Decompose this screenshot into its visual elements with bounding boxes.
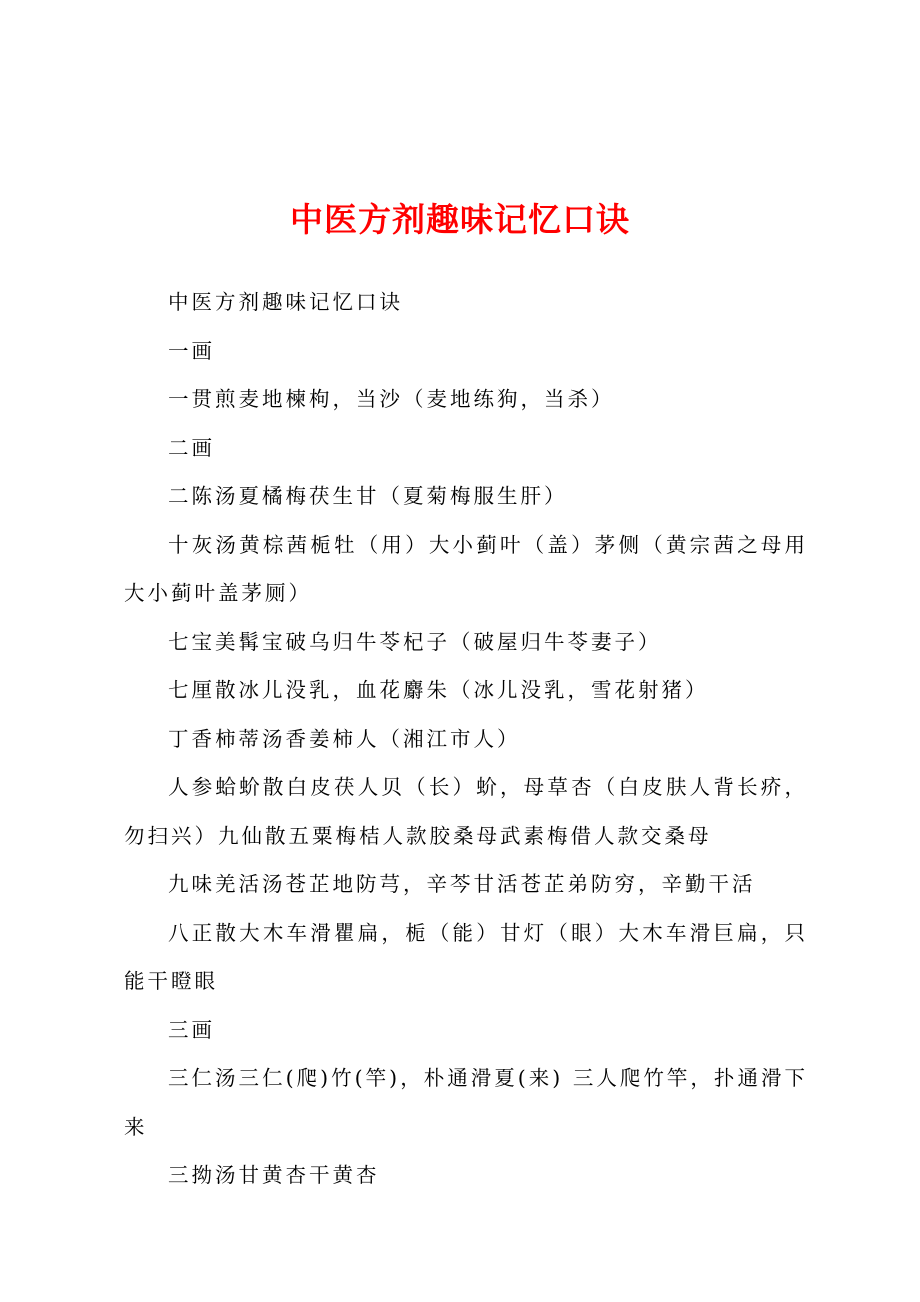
section-heading-one-stroke: 一画 xyxy=(168,338,215,363)
formula-jiuweiqianghuotang: 九味羌活汤苍芷地防芎，辛芩甘活苍芷弟防穷，辛勤干活 xyxy=(168,872,756,896)
document-body xyxy=(124,278,808,1200)
formula-renshengejiesan: 人参蛤蚧散白皮茯人贝（长）蚧，母草杏（白皮肤人背长疥，勿扫兴）九仙散五粟梅桔人款胶桑母武素梅借人款交桑母 xyxy=(124,775,808,848)
formula-erchentang: 二陈汤夏橘梅茯生甘（夏菊梅服生肝） xyxy=(168,484,568,508)
formula-dingxiangshiditang: 丁香柿蒂汤香姜柿人（湘江市人） xyxy=(168,726,521,751)
formula-shihuitang: 十灰汤黄棕茜栀牡（用）大小蓟叶（盖）茅侧（黄宗茜之母用大小蓟叶盖茅厕） xyxy=(124,532,808,605)
section-heading-two-strokes: 二画 xyxy=(168,435,215,460)
formula-bazhengsan: 八正散大木车滑瞿扁，栀（能）甘灯（眼）大木车滑巨扁，只能干瞪眼 xyxy=(124,920,808,993)
formula-qilisan: 七厘散冰儿没乳，血花麝朱（冰儿没乳，雪花射猪） xyxy=(168,678,709,702)
paragraph-heading: 中医方剂趣味记忆口诀 xyxy=(168,290,403,314)
formula-sanrentang: 三仁汤三仁(爬)竹(竿)，朴通滑夏(来) 三人爬竹竿，扑通滑下来 xyxy=(124,1066,808,1139)
formula-yiguanjian: 一贯煎麦地楝枸，当沙（麦地练狗，当杀） xyxy=(168,387,615,411)
section-heading-three-strokes: 三画 xyxy=(168,1017,215,1042)
formula-sanaotang: 三拗汤甘黄杏干黄杏 xyxy=(168,1163,380,1187)
document-title: 中医方剂趣味记忆口诀 xyxy=(290,200,630,239)
formula-qibaomeiran: 七宝美髯宝破乌归牛苓杞子（破屋归牛苓妻子） xyxy=(168,629,662,654)
